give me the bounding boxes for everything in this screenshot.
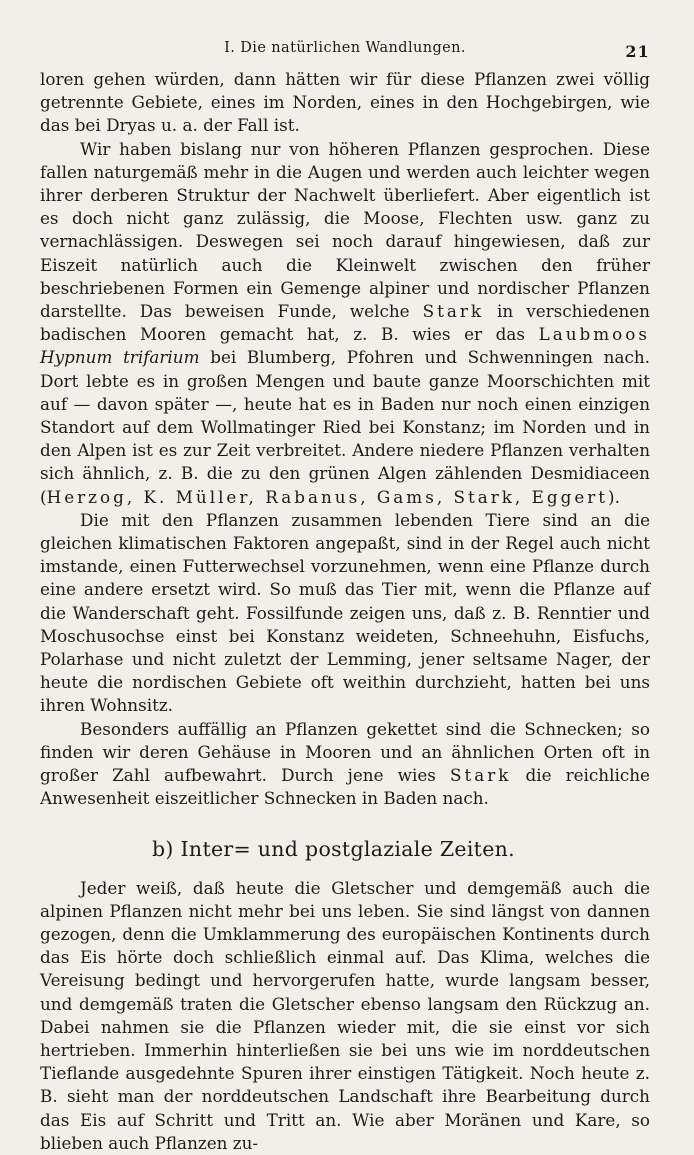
species-name: Hypnum trifarium — [40, 347, 200, 368]
text-run: in verschiedenen badischen Mooren gemacht hat, z. B. wies er das — [40, 301, 650, 345]
paragraph-snails — [40, 718, 650, 811]
text-run: bei Blumberg, Pfohren und Schwenningen nach. Dort lebte es in großen Mengen und baute ganze Moorschichten mit auf — davon später —, heute hat es in Baden nur noch einen einzigen Standort auf dem Wollmatinger Ried bei Konstanz; im Norden und in den Alpen ist es zur Zeit verbreitet. Andere niedere Pflanzen verhalten sich ähnlich, z. B. die zu den grünen Algen zählenden Desmidiaceen ( — [40, 347, 650, 507]
page-number: 21 — [625, 42, 650, 61]
author-list: Herzog, K. Müller, Rabanus, Gams, Stark, Eggert — [46, 486, 609, 507]
running-title: I. Die natürlichen Wandlungen. — [224, 40, 466, 56]
paragraph-animals: Die mit den Pflanzen zusammen lebenden Tiere sind an die gleichen klimatischen Faktoren angepaßt, sind in der Regel auch nicht imstande, einen Futterwechsel vorzunehmen, wenn eine Pflanze durch eine andere ersetzt wird. So muß das Tier mit, wenn die Pflanze auf die Wanderschaft geht. Fossilfunde zeigen uns, daß z. B. Renntier und Moschusochse einst bei Konstanz weideten, Schneehuhn, Eisfuchs, Polarhase und nicht zuletzt der Lemming, jener seltsame Nager, der heute die nordischen Gebiete oft weithin durchzieht, hatten bei uns ihren Wohnsitz. — [40, 509, 650, 716]
paragraph-glaciers: Jeder weiß, daß heute die Gletscher und demgemäß auch die alpinen Pflanzen nicht mehr bei uns leben. Sie sind längst von dannen gezogen, denn die Umklammerung des europäischen Kontinents durch das Eis hörte doch schließlich einmal auf. Das Klima, welches die Vereisung bedingt und hervorgerufen hatte, wurde langsam besser, und demgemäß traten die Gletscher ebenso langsam den Rückzug an. Dabei nahmen sie die Pflanzen wieder mit, die sie einst vor sich hertrieben. Immerhin hinterließen sie bei uns wie im norddeutschen Tieflande ausgedehnte Spuren ihrer einstigen Tätigkeit. Noch heute z. B. sieht man der norddeutschen Landschaft ihre Bearbeitung durch das Eis auf Schritt und Tritt an. Wie aber Moränen und Kare, so blieben auch Pflanzen zu- — [40, 877, 650, 1153]
running-header — [40, 38, 650, 68]
text-run: ). — [608, 486, 620, 507]
author-name: Stark — [449, 765, 512, 786]
body-text — [40, 68, 650, 1155]
text-run: Wir haben bislang nur von höheren Pflanzen gesprochen. Diese fallen naturgemäß mehr in die Augen und werden auch leichter wegen ihrer derberen Struktur der Nachwelt überliefert. Aber eigentlich ist es doch nicht ganz zulässig, die Moose, Flechten usw. ganz zu vernachlässigen. Deswegen sei noch darauf hingewiesen, daß zur Eiszeit natürlich auch die Kleinwelt zwischen den früher beschriebenen Formen ein Gemenge alpiner und nordischer Pflanzen darstellte. Das beweisen Funde, welche — [40, 138, 650, 322]
text-run: die reichliche Anwesenheit eiszeitlicher Schnecken in Baden nach. — [40, 765, 650, 809]
section-heading: b) Inter= und postglaziale Zeiten. — [152, 836, 515, 861]
author-name: Stark — [422, 301, 485, 322]
text-run: Besonders auffällig an Pflanzen gekettet sind die Schnecken; so finden wir deren Gehäuse in Mooren und an ähnlichen Orten oft in großer Zahl aufbewahrt. Durch jene wies — [40, 718, 650, 786]
emphasized-term: Laubmoos — [538, 324, 650, 345]
paragraph-continuation: loren gehen würden, dann hätten wir für diese Pflanzen zwei völlig getrennte Gebiete, eines im Norden, eines in den Hochgebirgen, wie das bei Dryas u. a. der Fall ist. — [40, 69, 650, 136]
paragraph-higher-plants — [40, 138, 650, 509]
